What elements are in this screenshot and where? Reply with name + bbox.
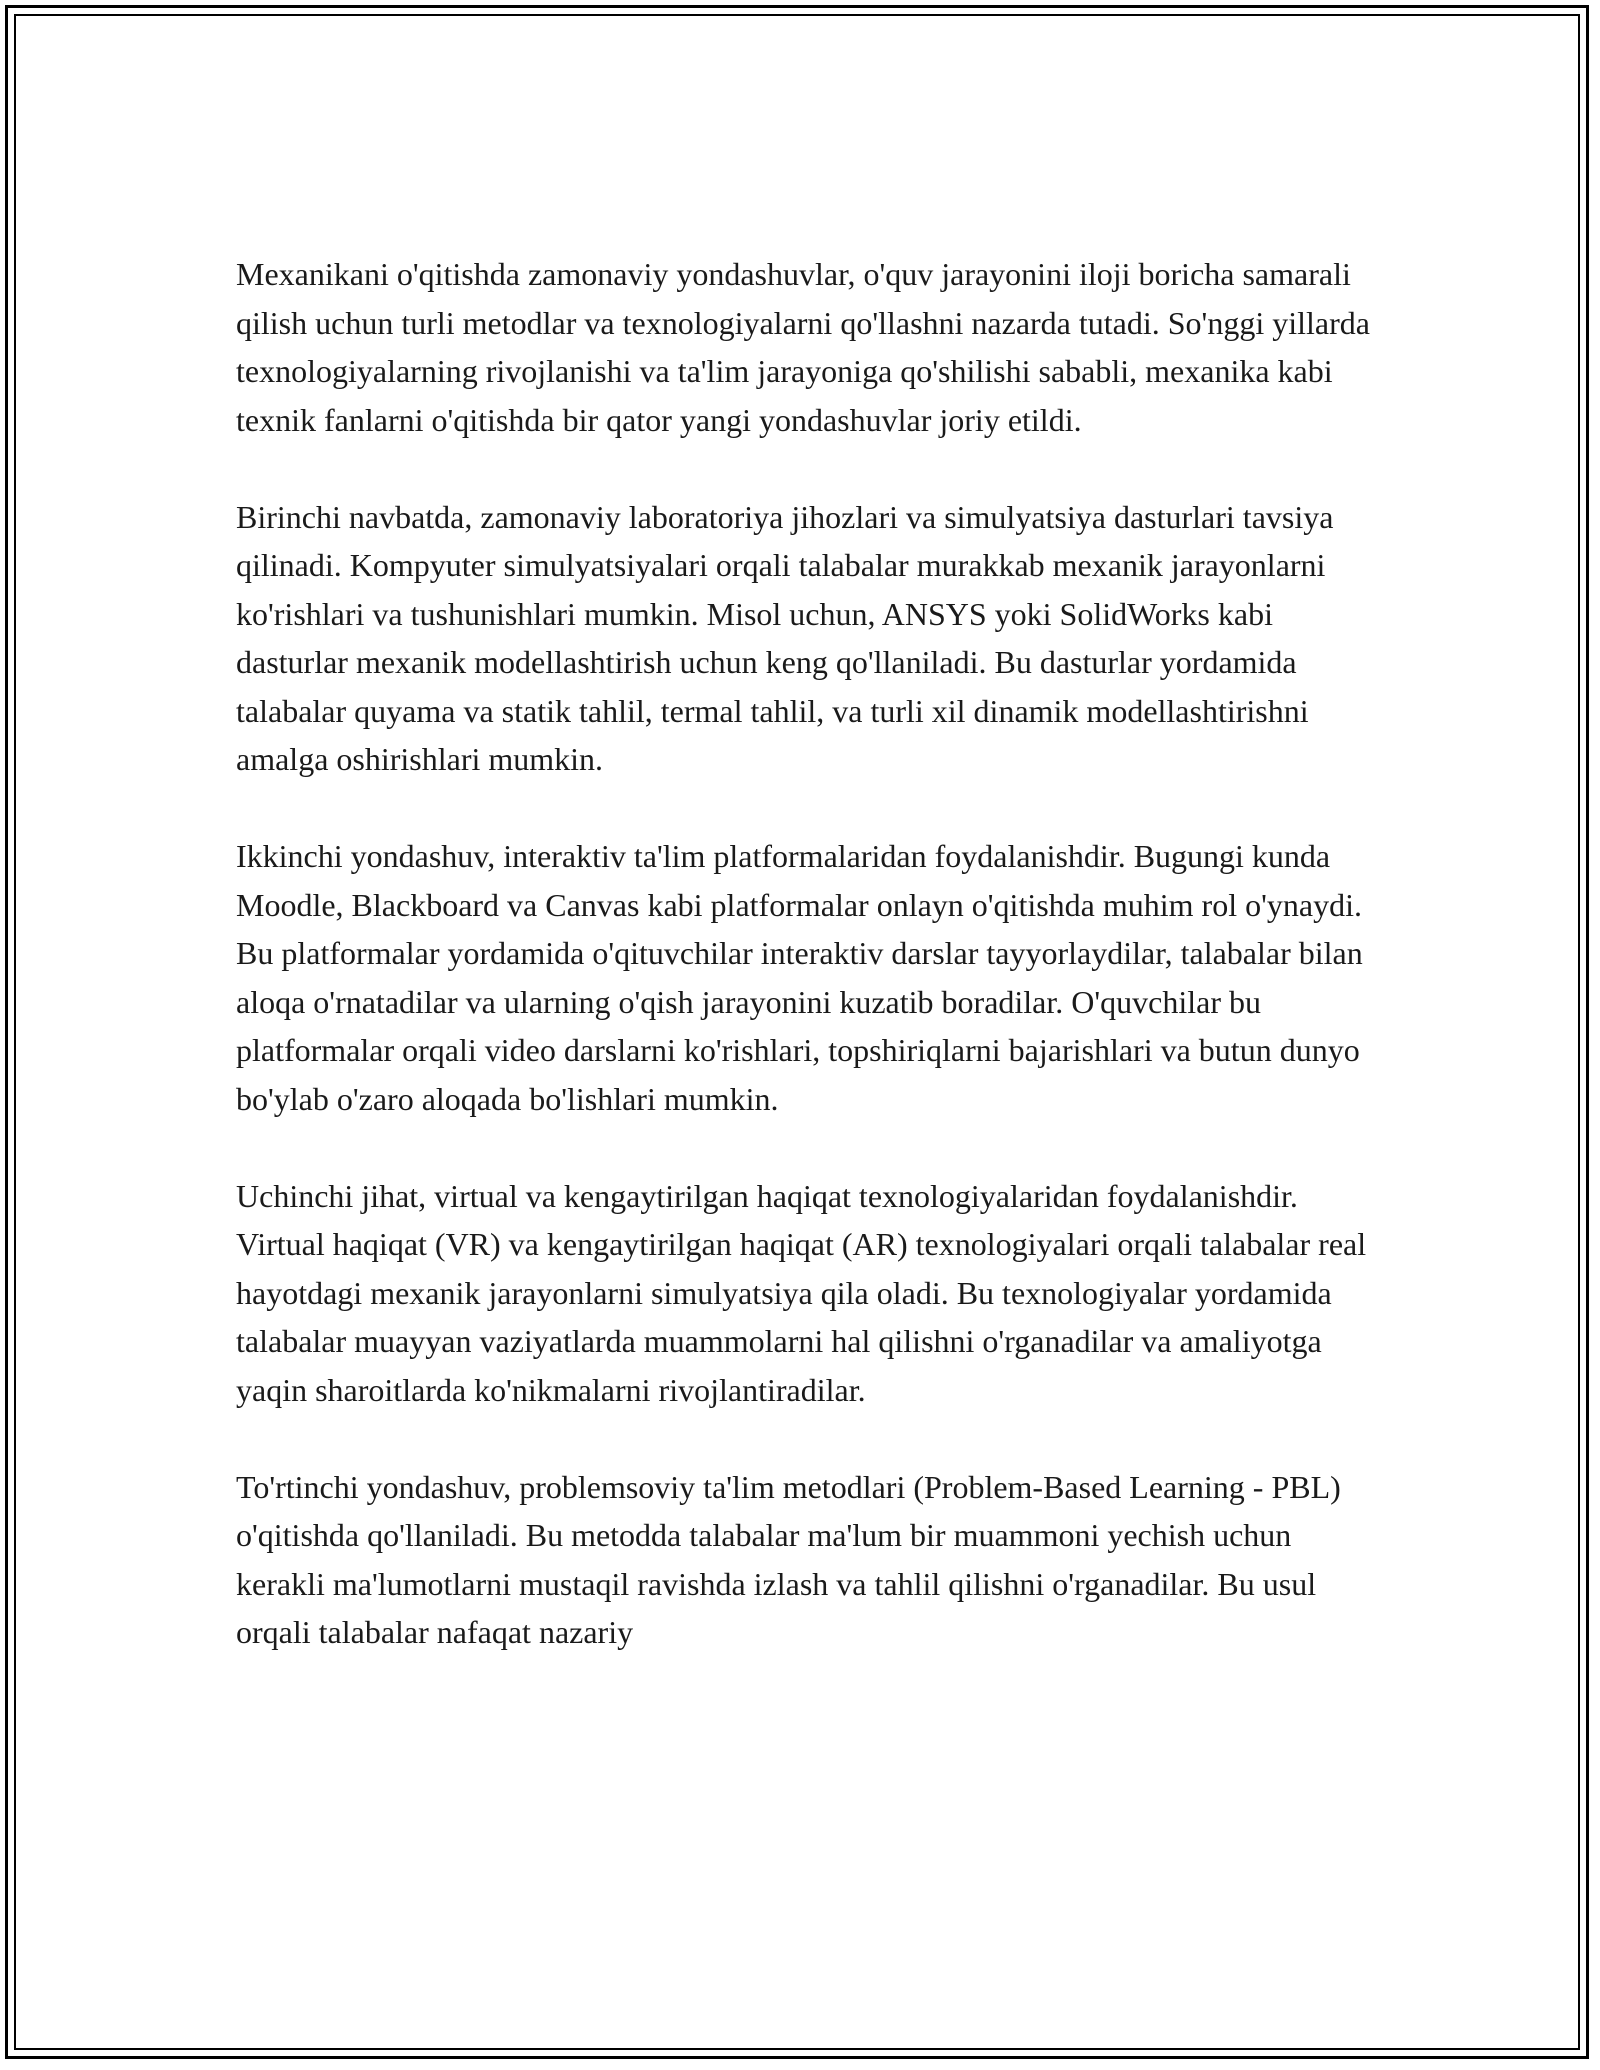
paragraph-2: Birinchi navbatda, zamonaviy laboratoriya jihozlari va simulyatsiya dasturlari tavsiya qilinadi. Kompyuter simulyatsiyalari orqali talabalar murakkab mexanik jarayonlarni ko'rishlari va tushunishlari mumkin. Misol uchun, ANSYS yoki SolidWorks kabi dasturlar mexanik modellashtirish uchun keng qo'llaniladi. Bu dasturlar yordamida talabalar quyama va statik tahlil, termal tahlil, va turli xil dinamik modellashtirishni amalga oshirishlari mumkin. — [236, 498, 1334, 777]
document-body — [236, 250, 1376, 1705]
paragraph-3: Ikkinchi yondashuv, interaktiv ta'lim platformalaridan foydalanishdir. Bugungi kunda Moodle, Blackboard va Canvas kabi platformalar onlayn o'qitishda muhim rol o'ynaydi. Bu platformalar yordamida o'qituvchilar interaktiv darslar tayyorlaydilar, talabalar bilan aloqa o'rnatadilar va ularning o'qish jarayonini kuzatib boradilar. O'quvchilar bu platformalar orqali video darslarni ko'rishlari, topshiriqlarni bajarishlari va butun dunyo bo'ylab o'zaro aloqada bo'lishlari mumkin. — [236, 838, 1363, 1117]
paragraph-5: To'rtinchi yondashuv, problemsoviy ta'lim metodlari (Problem-Based Learning - PBL) o'qitishda qo'llaniladi. Bu metodda talabalar ma'lum bir muammoni yechish uchun kerakli ma'lumotlarni mustaqil ravishda izlash va tahlil qilishni o'rganadilar. Bu usul orqali talabalar nafaqat nazariy — [236, 1468, 1341, 1650]
paragraph-1: Mexanikani o'qitishda zamonaviy yondashuvlar, o'quv jarayonini iloji boricha samarali qilish uchun turli metodlar va texnologiyalarni qo'llashni nazarda tutadi. So'nggi yillarda texnologiyalarning rivojlanishi va ta'lim jarayoniga qo'shilishi sababli, mexanika kabi texnik fanlarni o'qitishda bir qator yangi yondashuvlar joriy etildi. — [236, 256, 1370, 438]
paragraph-4: Uchinchi jihat, virtual va kengaytirilgan haqiqat texnologiyalaridan foydalanishdir. Virtual haqiqat (VR) va kengaytirilgan haqiqat (AR) texnologiyalari orqali talabalar real hayotdagi mexanik jarayonlarni simulyatsiya qila oladi. Bu texnologiyalar yordamida talabalar muayyan vaziyatlarda muammolarni hal qilishni o'rganadilar va amaliyotga yaqin sharoitlarda ko'nikmalarni rivojlantiradilar. — [236, 1177, 1367, 1408]
